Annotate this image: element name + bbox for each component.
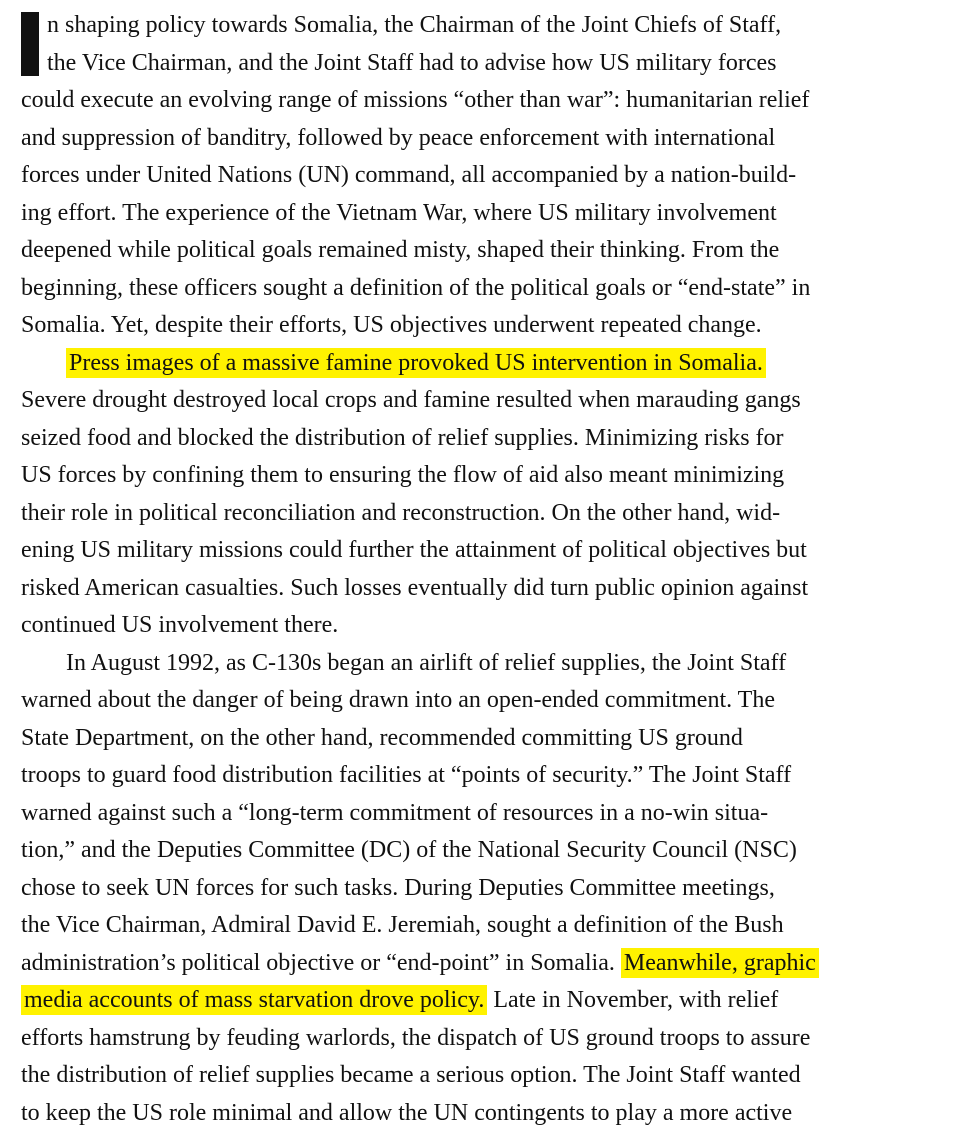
text-line: and suppression of banditry, followed by peace enforcement with international xyxy=(21,124,776,151)
text-line: risked American casualties. Such losses eventually did turn public opinion against xyxy=(21,574,809,601)
text-line: US forces by confining them to ensuring the flow of aid also meant minimizing xyxy=(21,462,785,488)
text-line: warned against such a “long-term commitment of resources in a no-win situa- xyxy=(21,799,769,826)
highlighted-sentence: Meanwhile, graphic xyxy=(621,948,819,978)
text-line: the Vice Chairman, Admiral David E. Jeremiah, sought a definition of the Bush xyxy=(21,912,784,938)
text-line: tion,” and the Deputies Committee (DC) of the National Security Council (NSC) xyxy=(21,837,797,863)
text-line: deepened while political goals remained misty, shaped their thinking. From the xyxy=(21,237,780,263)
highlighted-sentence: Press images of a massive famine provoked US intervention in Somalia. xyxy=(66,348,766,378)
text-line xyxy=(21,7,961,45)
text-line: seized food and blocked the distribution of relief supplies. Minimizing risks for xyxy=(21,424,784,451)
paragraph-3 xyxy=(21,645,961,1133)
text-line xyxy=(21,345,961,383)
text-line: In August 1992, as C-130s began an airlift of relief supplies, the Joint Staff xyxy=(66,649,787,676)
text-line-content: Late in November, with relief xyxy=(493,987,779,1013)
text-line: could execute an evolving range of missions “other than war”: humanitarian relief xyxy=(21,87,810,113)
text-line: forces under United Nations (UN) command, all accompanied by a nation-build- xyxy=(21,162,797,188)
text-line: to keep the US role minimal and allow the UN contingents to play a more active xyxy=(21,1099,793,1126)
text-line xyxy=(21,982,961,1020)
text-line: the Vice Chairman, and the Joint Staff had to advise how US military forces xyxy=(47,49,777,76)
text-line xyxy=(21,945,961,983)
text-line: State Department, on the other hand, recommended committing US ground xyxy=(21,724,743,751)
text-line: their role in political reconciliation and reconstruction. On the other hand, wid- xyxy=(21,499,781,526)
paragraph-1 xyxy=(21,7,961,345)
text-line: chose to seek UN forces for such tasks. During Deputies Committee meetings, xyxy=(21,874,775,901)
text-line: ing effort. The experience of the Vietnam War, where US military involvement xyxy=(21,199,777,226)
text-line: continued US involvement there. xyxy=(21,612,339,638)
text-line-content: administration’s political objective or “end-point” in Somalia. xyxy=(21,949,615,976)
text-line: ening US military missions could further the attainment of political objectives but xyxy=(21,537,807,563)
text-line: efforts hamstrung by feuding warlords, the dispatch of US ground troops to assure xyxy=(21,1024,811,1051)
text-line-content: n shaping policy towards Somalia, the Chairman of the Joint Chiefs of Staff, xyxy=(47,12,782,38)
paragraph-2 xyxy=(21,345,961,645)
document-page xyxy=(21,7,961,1132)
highlighted-sentence: media accounts of mass starvation drove policy. xyxy=(21,985,487,1015)
text-line: beginning, these officers sought a definition of the political goals or “end-state” in xyxy=(21,274,811,301)
text-line: troops to guard food distribution facilities at “points of security.” The Joint Staff xyxy=(21,762,792,788)
text-line: the distribution of relief supplies became a serious option. The Joint Staff wanted xyxy=(21,1062,801,1088)
text-line: Somalia. Yet, despite their efforts, US objectives underwent repeated change. xyxy=(21,312,762,338)
text-line: warned about the danger of being drawn into an open-ended commitment. The xyxy=(21,687,775,713)
text-line: Severe drought destroyed local crops and famine resulted when marauding gangs xyxy=(21,387,801,413)
